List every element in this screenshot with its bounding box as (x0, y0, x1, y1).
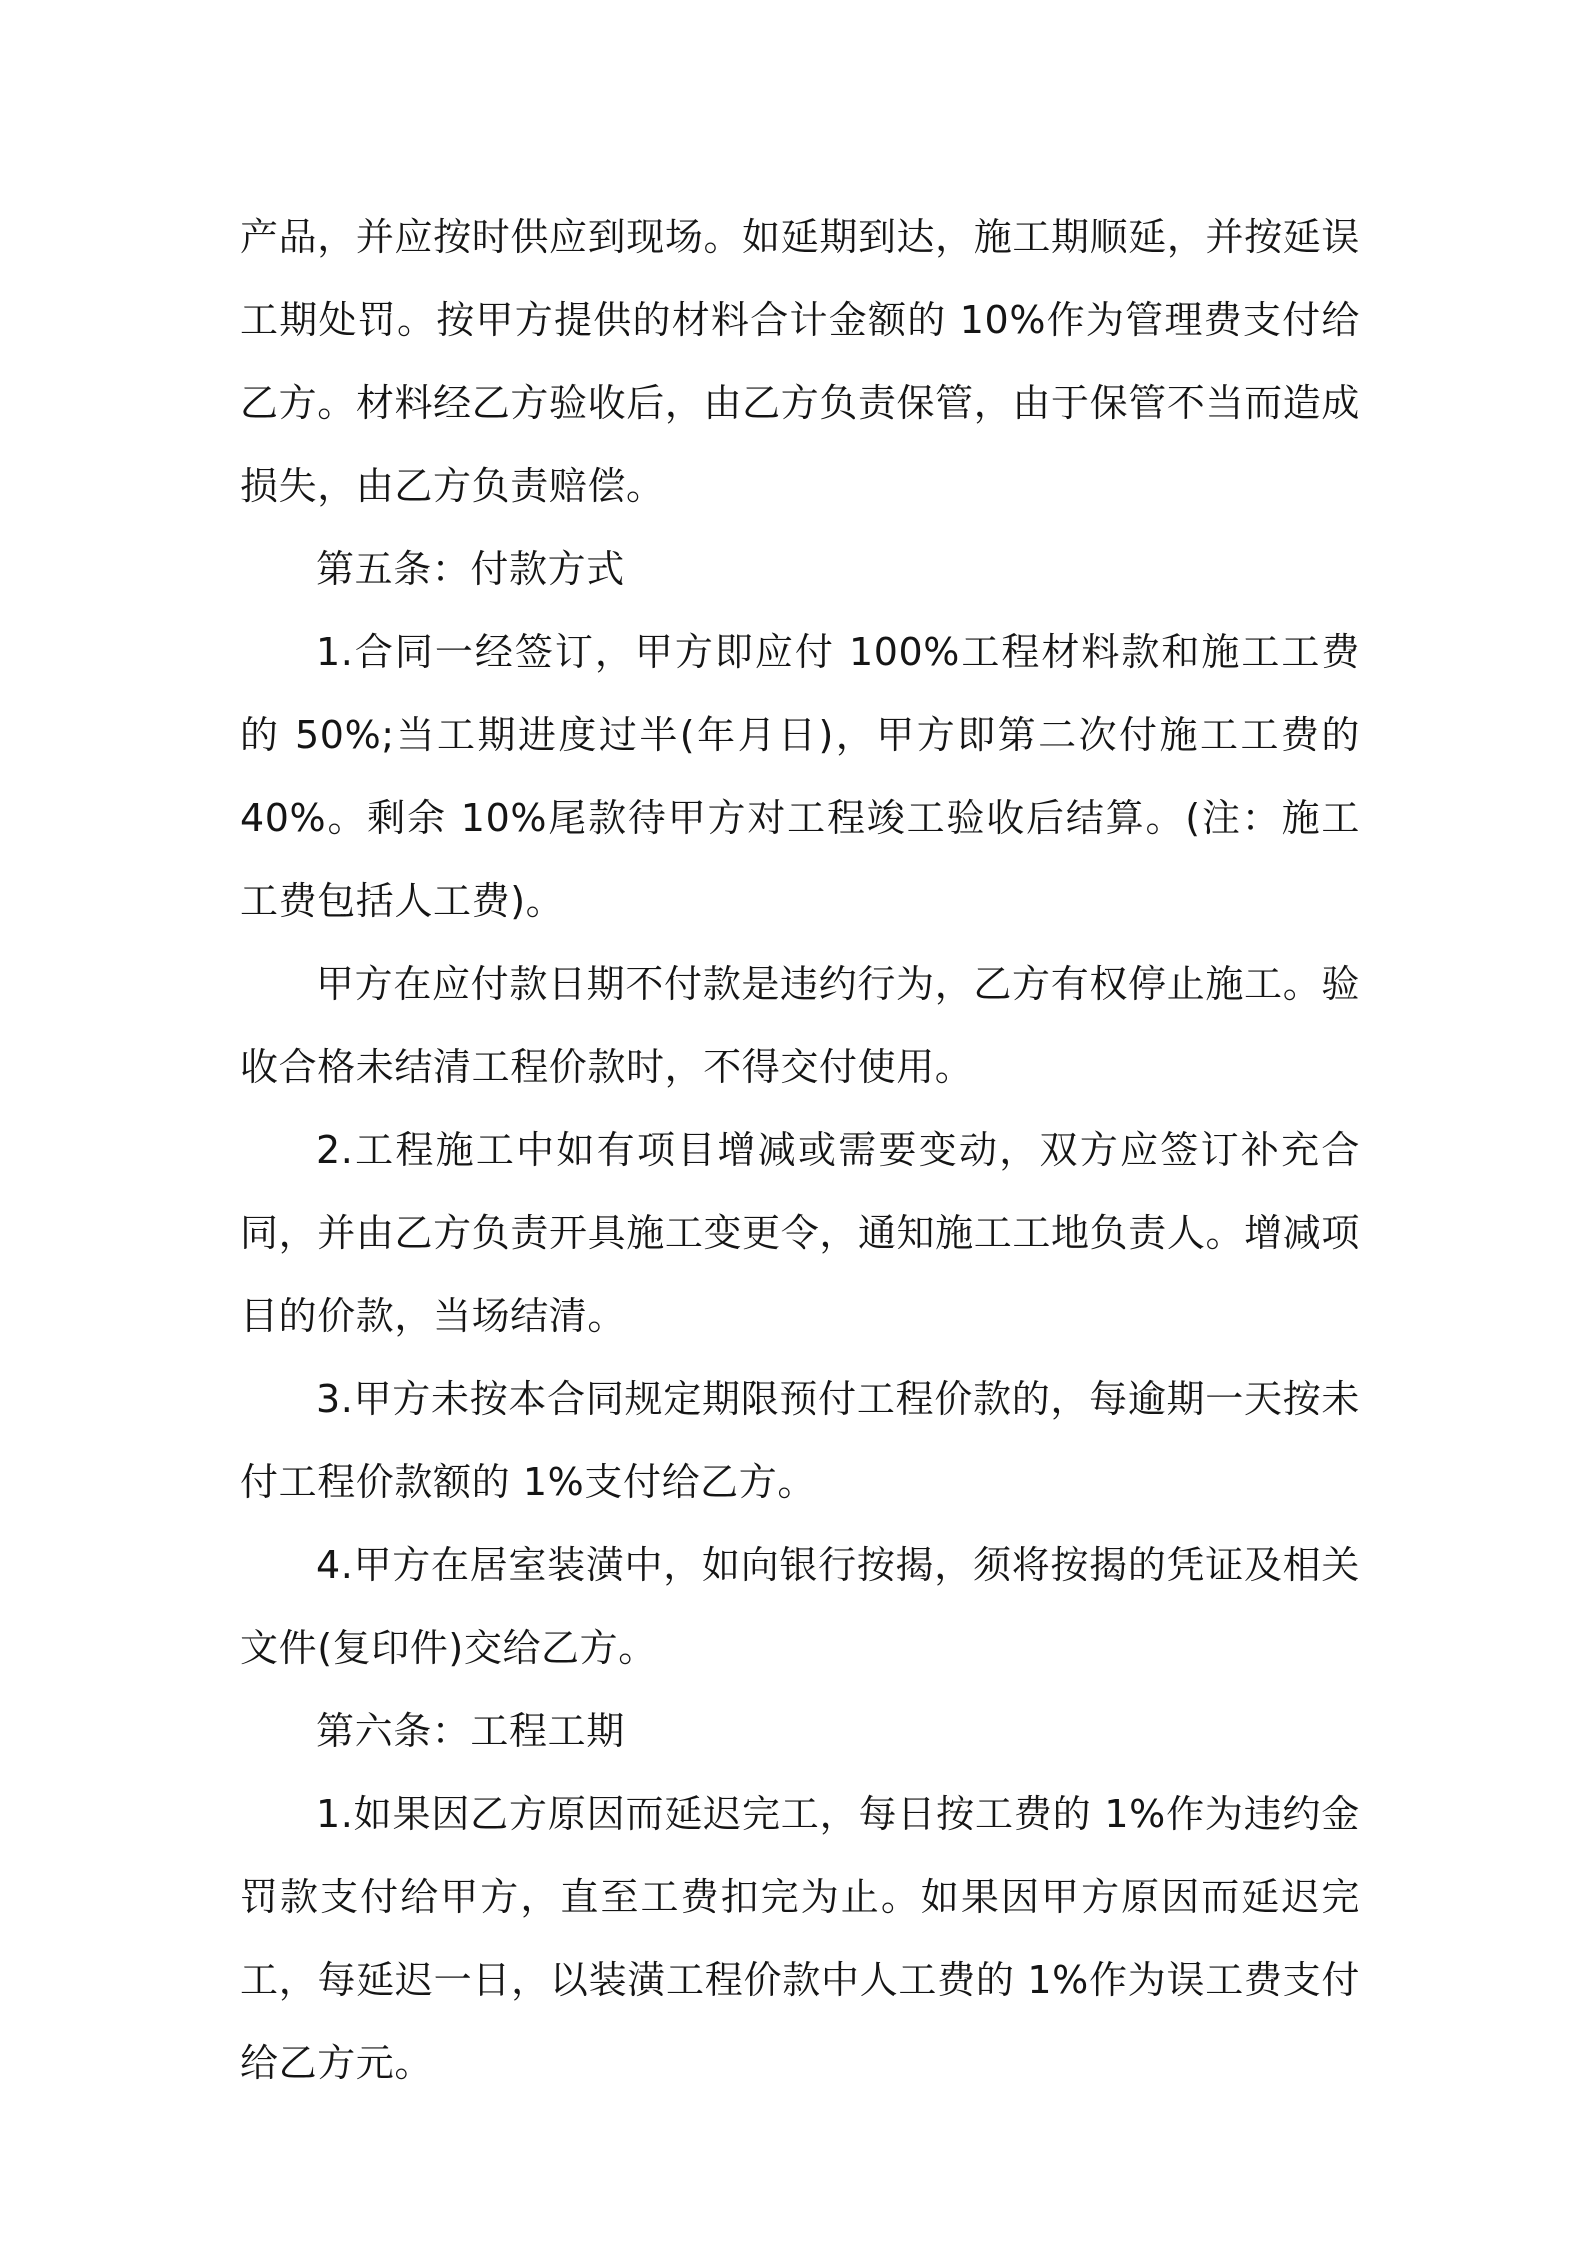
paragraph-payment-clause-3: 3.甲方未按本合同规定期限预付工程价款的，每逾期一天按未付工程价款额的 1%支付给乙方。 (240, 1377, 1360, 1504)
paragraph-payment-clause-4: 4.甲方在居室装潢中，如向银行按揭，须将按揭的凭证及相关文件(复印件)交给乙方。 (240, 1543, 1360, 1670)
paragraph-payment-clause-2: 2.工程施工中如有项目增减或需要变动，双方应签订补充合同，并由乙方负责开具施工变更令，通知施工工地负责人。增减项目的价款，当场结清。 (240, 1128, 1360, 1338)
paragraph-payment-default: 甲方在应付款日期不付款是违约行为，乙方有权停止施工。验收合格未结清工程价款时，不得交付使用。 (240, 962, 1360, 1089)
paragraph-schedule-clause-1: 1.如果因乙方原因而延迟完工，每日按工费的 1%作为违约金罚款支付给甲方，直至工费扣完为止。如果因甲方原因而延迟完工，每延迟一日，以装潢工程价款中人工费的 1%作为误工费支付给乙方元。 (240, 1792, 1360, 2085)
section-heading-article-5: 第五条：付款方式 (316, 547, 625, 591)
document-body (240, 196, 1360, 2105)
paragraph-materials-continued: 产品，并应按时供应到现场。如延期到达，施工期顺延，并按延误工期处罚。按甲方提供的材料合计金额的 10%作为管理费支付给乙方。材料经乙方验收后，由乙方负责保管，由于保管不当而造成损失，由乙方负责赔偿。 (240, 215, 1360, 508)
paragraph-payment-clause-1: 1.合同一经签订，甲方即应付 100%工程材料款和施工工费的 50%;当工期进度过半(年月日)，甲方即第二次付施工工费的 40%。剩余 10%尾款待甲方对工程竣工验收后结算。(注：施工工费包括人工费)。 (240, 630, 1360, 923)
section-heading-article-6: 第六条：工程工期 (316, 1709, 625, 1753)
